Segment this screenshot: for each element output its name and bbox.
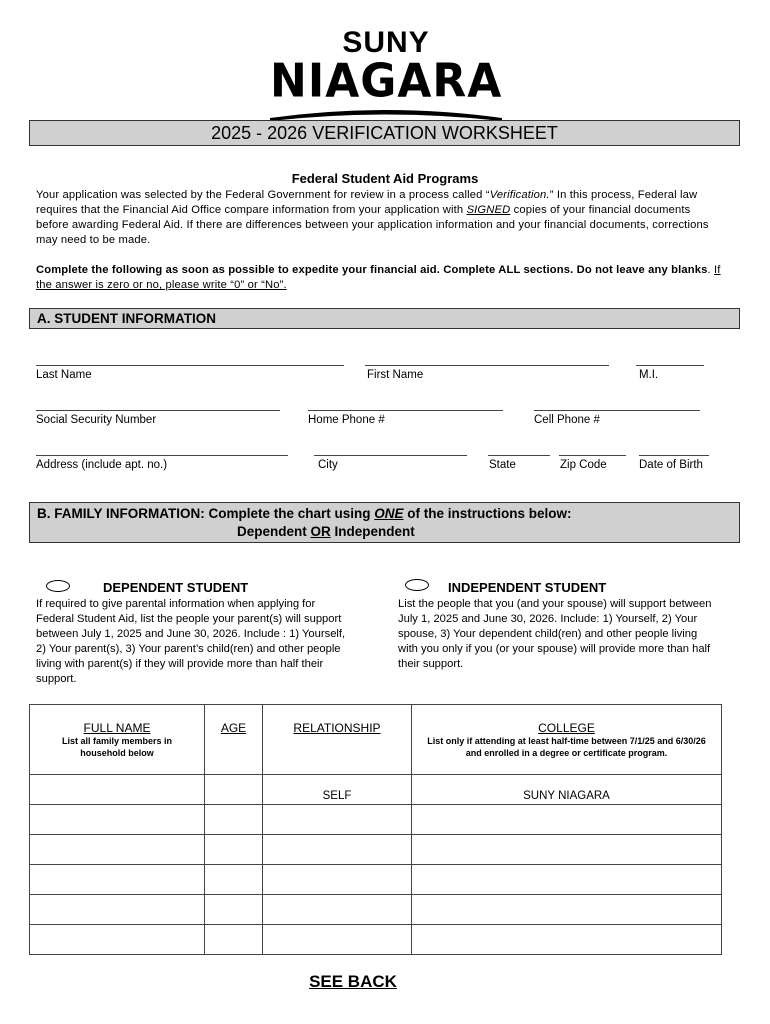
address-line[interactable] xyxy=(36,455,288,456)
mi-line[interactable] xyxy=(636,365,704,366)
instructions-paragraph: Complete the following as soon as possible to expedite your financial aid. Complete ALL sections. Do not leave any blanks. If the answer is zero or no, please write “0” or “No”. xyxy=(36,264,721,291)
table-row xyxy=(30,925,722,955)
address-label: Address (include apt. no.) xyxy=(36,459,168,471)
subtitle: Federal Student Aid Programs xyxy=(291,171,479,186)
table-row xyxy=(30,895,722,925)
city-line[interactable] xyxy=(314,455,467,456)
name-cell[interactable] xyxy=(30,805,205,835)
mi-label: M.I. xyxy=(639,369,659,381)
header-college: COLLEGE List only if attending at least half-time between 7/1/25 and 6/30/26 and enrolled in a degree or certificate program. xyxy=(412,705,722,775)
table-header-row xyxy=(30,705,722,775)
logo-swoosh xyxy=(270,106,502,121)
college-cell[interactable] xyxy=(412,835,722,865)
age-cell[interactable] xyxy=(205,775,263,805)
name-cell[interactable] xyxy=(30,895,205,925)
dependent-text: If required to give parental information when applying for Federal Student Aid, list the people your parent(s) will support between July 1, 2025 and June 30, 2026. Include : 1) Yourself, 2) Your parent(s), 3) Your parent’s child(ren) and other people living with parent(s) if they will provide more than half their support. xyxy=(36,598,346,685)
relationship-cell[interactable] xyxy=(263,865,412,895)
college-cell[interactable] xyxy=(412,895,722,925)
age-cell[interactable] xyxy=(205,805,263,835)
last-name-label: Last Name xyxy=(36,369,92,381)
college-cell[interactable] xyxy=(412,865,722,895)
section-b-heading: B. FAMILY INFORMATION: Complete the chart using ONE of the instructions below: Dependent OR Independent xyxy=(29,502,740,543)
state-label: State xyxy=(489,459,516,471)
name-cell[interactable] xyxy=(30,775,205,805)
relationship-cell[interactable] xyxy=(263,895,412,925)
age-cell[interactable] xyxy=(205,865,263,895)
dependent-title: DEPENDENT STUDENT xyxy=(103,580,249,595)
relationship-cell[interactable] xyxy=(263,805,412,835)
header-full-name: FULL NAME List all family members in household below xyxy=(30,705,205,775)
state-line[interactable] xyxy=(488,455,550,456)
table-row xyxy=(30,865,722,895)
name-cell[interactable] xyxy=(30,835,205,865)
relationship-cell[interactable]: SELF xyxy=(263,775,412,805)
name-cell[interactable] xyxy=(30,865,205,895)
family-table xyxy=(29,704,722,955)
cell-phone-label: Cell Phone # xyxy=(534,414,600,426)
dependent-radio[interactable] xyxy=(46,580,70,592)
college-cell[interactable]: SUNY NIAGARA xyxy=(412,775,722,805)
table-row xyxy=(30,805,722,835)
ssn-label: Social Security Number xyxy=(36,414,157,426)
zip-line[interactable] xyxy=(559,455,626,456)
relationship-cell[interactable] xyxy=(263,835,412,865)
first-name-label: First Name xyxy=(367,369,424,381)
table-row xyxy=(30,835,722,865)
college-cell[interactable] xyxy=(412,925,722,955)
independent-text: List the people that you (and your spouse) will support between July 1, 2025 and June 30, 2026. Include: 1) Yourself, 2) Your spouse, 3) Your dependent child(ren) and other people living with you only if you (or your spouse) will provide more than half their support. xyxy=(398,598,712,670)
header-relationship: RELATIONSHIP xyxy=(263,705,412,775)
dob-line[interactable] xyxy=(639,455,709,456)
age-cell[interactable] xyxy=(205,835,263,865)
zip-label: Zip Code xyxy=(560,459,607,471)
home-phone-label: Home Phone # xyxy=(308,414,385,426)
table-row xyxy=(30,775,722,805)
name-cell[interactable] xyxy=(30,925,205,955)
ssn-line[interactable] xyxy=(36,410,280,411)
cell-phone-line[interactable] xyxy=(534,410,700,411)
dob-label: Date of Birth xyxy=(639,459,703,471)
age-cell[interactable] xyxy=(205,925,263,955)
logo-suny-text: SUNY xyxy=(342,26,430,59)
header-age: AGE xyxy=(205,705,263,775)
section-a-heading: A. STUDENT INFORMATION xyxy=(29,308,740,329)
logo-niagara-text: NIAGARA xyxy=(270,54,503,109)
age-cell[interactable] xyxy=(205,895,263,925)
first-name-line[interactable] xyxy=(365,365,609,366)
home-phone-line[interactable] xyxy=(308,410,503,411)
intro-paragraph: Your application was selected by the Federal Government for review in a process called “Verification.” In this process, Federal law requires that the Financial Aid Office compare information from your application with SIGNED copies of your financial documents before awarding Federal Aid. If there are differences between your application information and your financial documents, corrections may need to be made. xyxy=(36,189,709,246)
see-back-footer: SEE BACK xyxy=(309,972,397,991)
suny-niagara-logo xyxy=(270,26,502,121)
independent-title: INDEPENDENT STUDENT xyxy=(448,580,607,595)
independent-radio[interactable] xyxy=(405,579,429,591)
last-name-line[interactable] xyxy=(36,365,344,366)
relationship-cell[interactable] xyxy=(263,925,412,955)
page-title: 2025 - 2026 VERIFICATION WORKSHEET xyxy=(29,120,740,146)
city-label: City xyxy=(318,459,338,471)
college-cell[interactable] xyxy=(412,805,722,835)
